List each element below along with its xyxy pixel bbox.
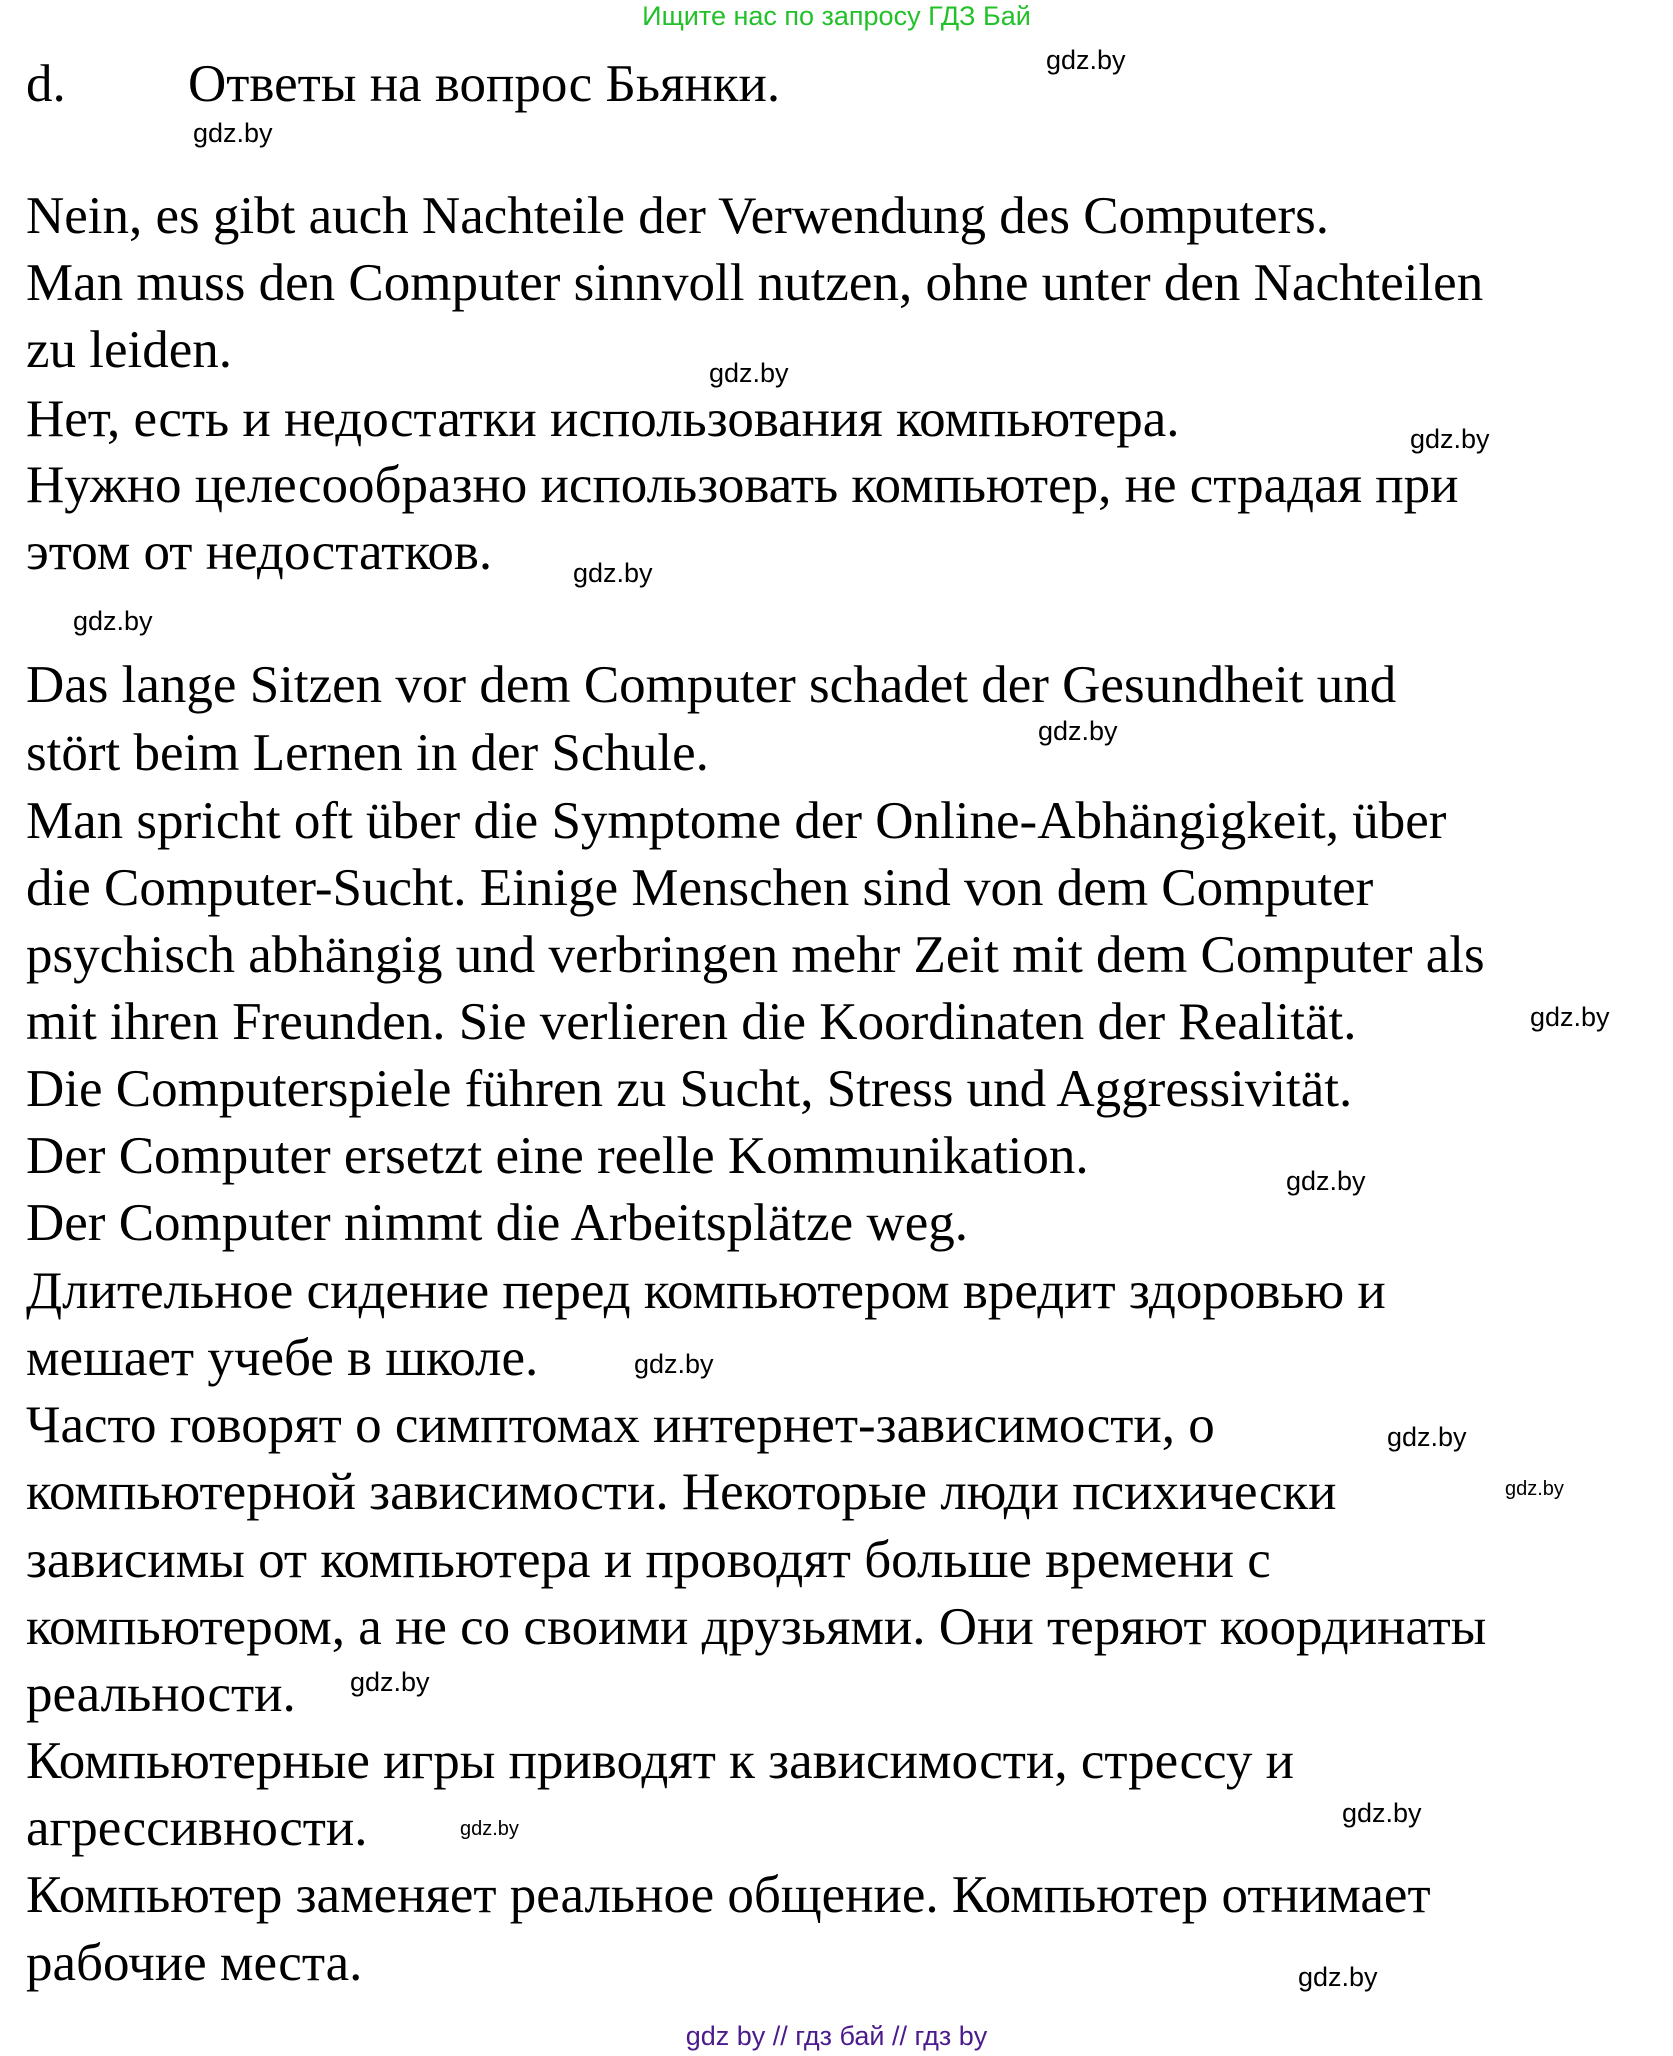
text-line: мешает учебе в школе. — [26, 1329, 539, 1387]
text-line: рабочие места. — [26, 1934, 363, 1992]
watermark: gdz.by — [1505, 1478, 1564, 1500]
text-line: этом от недостатков. — [26, 523, 493, 581]
text-line: Man muss den Computer sinnvoll nutzen, ohne unter den Nachteilen — [26, 254, 1484, 312]
section-marker: d. — [26, 55, 66, 113]
watermark: gdz.by — [1410, 424, 1490, 454]
watermark: gdz.by — [634, 1349, 714, 1379]
watermark: gdz.by — [460, 1818, 519, 1840]
watermark: gdz.by — [73, 606, 153, 636]
text-line: Часто говорят о симптомах интернет-зависимости, о — [26, 1396, 1215, 1454]
watermark: gdz.by — [709, 358, 789, 388]
text-line: Nein, es gibt auch Nachteile der Verwendung des Computers. — [26, 187, 1330, 245]
watermark: gdz.by — [193, 118, 273, 148]
section-title: Ответы на вопрос Бьянки. — [188, 55, 781, 113]
watermark: gdz.by — [1286, 1166, 1366, 1196]
text-line: Длительное сидение перед компьютером вредит здоровью и — [26, 1262, 1386, 1320]
text-line: зависимы от компьютера и проводят больше времени с — [26, 1531, 1271, 1589]
watermark: gdz.by — [573, 558, 653, 588]
text-line: Der Computer ersetzt eine reelle Kommunikation. — [26, 1127, 1089, 1185]
text-line: Нет, есть и недостатки использования компьютера. — [26, 390, 1180, 448]
text-line: stört beim Lernen in der Schule. — [26, 724, 709, 782]
text-line: Нужно целесообразно использовать компьютер, не страдая при — [26, 456, 1459, 514]
text-line: агрессивности. — [26, 1799, 368, 1857]
search-hint-banner: Ищите нас по запросу ГДЗ Бай — [642, 1, 1031, 31]
text-line: реальности. — [26, 1665, 296, 1723]
watermark: gdz.by — [350, 1667, 430, 1697]
text-line: Die Computerspiele führen zu Sucht, Stress und Aggressivität. — [26, 1060, 1353, 1118]
text-line: компьютером, а не со своими друзьями. Они теряют координаты — [26, 1598, 1487, 1656]
watermark: gdz.by — [1046, 45, 1126, 75]
watermark: gdz.by — [1038, 716, 1118, 746]
watermark: gdz.by — [1530, 1002, 1610, 1032]
text-line: Man spricht oft über die Symptome der Online-Abhängigkeit, über — [26, 792, 1447, 850]
text-line: Das lange Sitzen vor dem Computer schadet der Gesundheit und — [26, 656, 1397, 714]
text-line: zu leiden. — [26, 321, 233, 379]
text-line: Der Computer nimmt die Arbeitsplätze weg. — [26, 1194, 968, 1252]
footer-link[interactable]: gdz by // гдз бай // гдз by — [685, 2021, 988, 2051]
watermark: gdz.by — [1342, 1798, 1422, 1828]
watermark: gdz.by — [1298, 1962, 1378, 1992]
text-line: psychisch abhängig und verbringen mehr Zeit mit dem Computer als — [26, 926, 1485, 984]
text-line: Компьютерные игры приводят к зависимости, стрессу и — [26, 1732, 1294, 1790]
text-line: Компьютер заменяет реальное общение. Компьютер отнимает — [26, 1866, 1431, 1924]
watermark: gdz.by — [1387, 1422, 1467, 1452]
text-line: компьютерной зависимости. Некоторые люди психически — [26, 1463, 1337, 1521]
text-line: die Computer-Sucht. Einige Menschen sind von dem Computer — [26, 859, 1374, 917]
text-line: mit ihren Freunden. Sie verlieren die Koordinaten der Realität. — [26, 993, 1357, 1051]
